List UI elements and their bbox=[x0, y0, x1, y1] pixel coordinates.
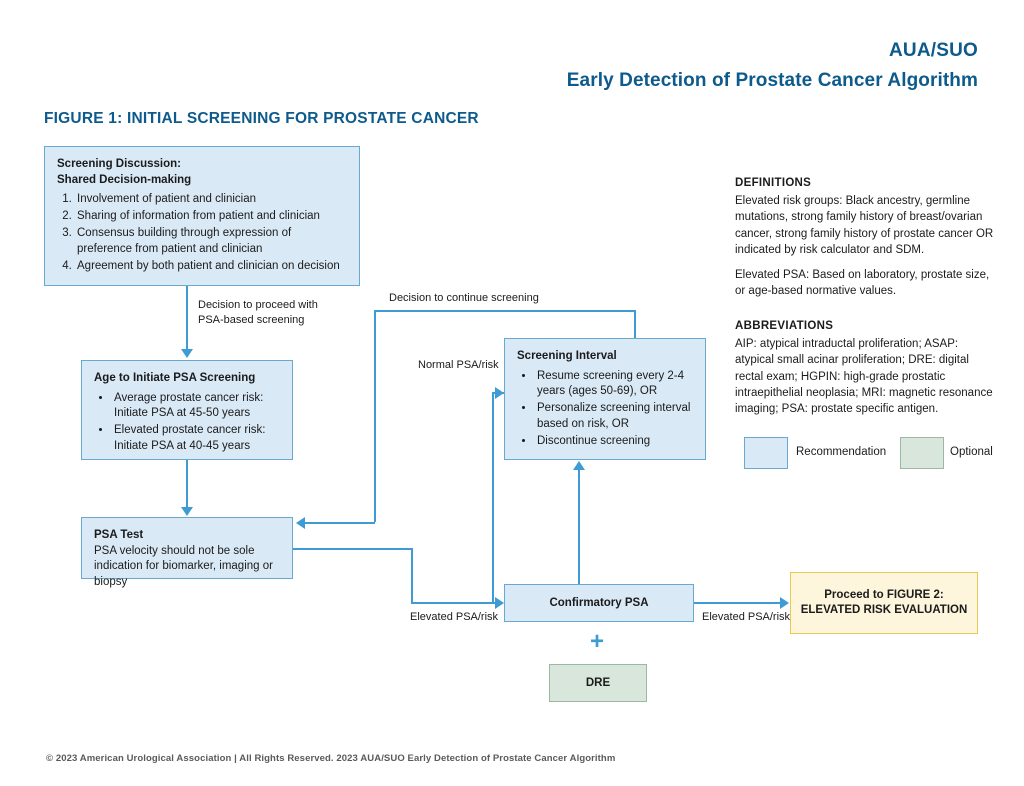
abbreviations-text: AIP: atypical intraductal proliferation; ASAP: atypical small acinar proliferation; DRE: digital rectal exam; HGPIN: high-grade prostatic intraepithelial neoplasia; MRI: magnetic resonance imaging; PSA: prostate specific antigen. bbox=[735, 338, 993, 416]
proceed-line-2: ELEVATED RISK EVALUATION bbox=[800, 604, 968, 616]
definitions-heading: DEFINITIONS bbox=[735, 177, 812, 189]
list-item: 2. Sharing of information from patient and clinician bbox=[75, 209, 347, 225]
list-item: • Discontinue screening bbox=[535, 434, 693, 450]
footer-copyright: © 2023 American Urological Association | All Rights Reserved. 2023 AUA/SUO Early Detection of Prostate Cancer Algorithm bbox=[46, 753, 616, 764]
connector-continue-vertical bbox=[374, 310, 376, 522]
legend-label-optional: Optional bbox=[950, 446, 993, 458]
box-confirmatory-psa[interactable] bbox=[504, 584, 694, 622]
definitions-text-1: Elevated risk groups: Black ancestry, germline mutations, strong family history of breast/ovarian cancer, strong family history of prostate cancer OR indicated by risk calculator and SDM. bbox=[735, 195, 994, 256]
edge-label-elevated-psa-risk-right: Elevated PSA/risk bbox=[702, 611, 791, 623]
header-organization: AUA/SUO bbox=[888, 40, 978, 61]
connector-confirmatory-to-interval bbox=[578, 470, 580, 584]
box-psa-test[interactable] bbox=[81, 517, 293, 588]
list-item: • Personalize screening interval based on risk, OR bbox=[535, 401, 693, 432]
arrowhead-continue-into-psa bbox=[296, 517, 305, 529]
list-item: • Resume screening every 2-4 years (ages 50-69), OR bbox=[535, 369, 693, 400]
arrowhead-discussion-to-age bbox=[181, 349, 193, 358]
proceed-line-1: Proceed to FIGURE 2: bbox=[824, 589, 944, 602]
plus-symbol: + bbox=[590, 628, 605, 655]
box-screening-discussion[interactable] bbox=[44, 146, 360, 286]
arrowhead-confirmatory-to-proceed bbox=[780, 597, 789, 609]
edge-label-decision-to-proceed: Decision to proceed with PSA-based screening bbox=[196, 298, 320, 328]
edge-label-normal-psa-risk: Normal PSA/risk bbox=[418, 359, 499, 371]
psa-test-title: PSA Test bbox=[94, 529, 144, 541]
connector-age-to-psa bbox=[186, 460, 188, 507]
legend-swatch-optional bbox=[900, 437, 944, 469]
arrowhead-psa-to-confirmatory bbox=[495, 597, 504, 609]
screening-discussion-title: Screening Discussion: bbox=[57, 158, 181, 170]
legend-label-recommendation: Recommendation bbox=[796, 446, 887, 458]
arrowhead-age-to-psa bbox=[181, 507, 193, 516]
box-age-to-initiate-psa-screening[interactable] bbox=[81, 360, 293, 460]
screening-discussion-subtitle: Shared Decision-making bbox=[57, 173, 192, 186]
age-to-initiate-list bbox=[94, 391, 280, 455]
definitions-text-2: Elevated PSA: Based on laboratory, prostate size, or age-based normative values. bbox=[735, 269, 990, 298]
arrowhead-normal-branch bbox=[495, 387, 504, 399]
connector-psa-to-confirmatory bbox=[411, 602, 495, 604]
screening-discussion-list bbox=[57, 192, 347, 274]
figure-title: FIGURE 1: INITIAL SCREENING FOR PROSTATE CANCER bbox=[44, 110, 479, 127]
connector-discussion-to-age bbox=[186, 286, 188, 349]
box-proceed-to-figure-2[interactable] bbox=[790, 572, 978, 634]
connector-continue-into-psa bbox=[305, 522, 375, 524]
arrowhead-confirmatory-to-interval bbox=[573, 461, 585, 470]
screening-interval-title: Screening Interval bbox=[517, 350, 617, 362]
psa-test-body: PSA velocity should not be sole indication for biomarker, imaging or biopsy bbox=[94, 544, 273, 588]
box-screening-interval[interactable] bbox=[504, 338, 706, 460]
screening-interval-list bbox=[517, 369, 693, 450]
dre-label: DRE bbox=[585, 676, 611, 689]
connector-psa-down bbox=[411, 548, 413, 602]
header-title: Early Detection of Prostate Cancer Algorithm bbox=[566, 70, 978, 91]
connector-interval-up bbox=[634, 310, 636, 340]
edge-label-decision-to-continue: Decision to continue screening bbox=[389, 292, 539, 304]
confirmatory-psa-label: Confirmatory PSA bbox=[549, 596, 649, 609]
abbreviations-heading: ABBREVIATIONS bbox=[735, 320, 834, 332]
list-item: • Average prostate cancer risk: Initiate PSA at 45-50 years bbox=[112, 391, 280, 422]
edge-label-elevated-psa-risk-left: Elevated PSA/risk bbox=[410, 611, 499, 623]
legend-swatch-recommendation bbox=[744, 437, 788, 469]
connector-psa-out-right bbox=[293, 548, 413, 550]
age-to-initiate-title: Age to Initiate PSA Screening bbox=[94, 372, 256, 384]
list-item: • Elevated prostate cancer risk: Initiate PSA at 40-45 years bbox=[112, 423, 280, 454]
list-item: 3. Consensus building through expression of preference from patient and clinician bbox=[75, 226, 347, 257]
list-item: 1. Involvement of patient and clinician bbox=[75, 192, 347, 208]
connector-continue-horizontal bbox=[374, 310, 636, 312]
connector-normal-branch-vertical bbox=[492, 392, 494, 602]
box-dre[interactable] bbox=[549, 664, 647, 702]
list-item: 4. Agreement by both patient and clinician on decision bbox=[75, 259, 347, 275]
connector-confirmatory-to-proceed bbox=[694, 602, 780, 604]
